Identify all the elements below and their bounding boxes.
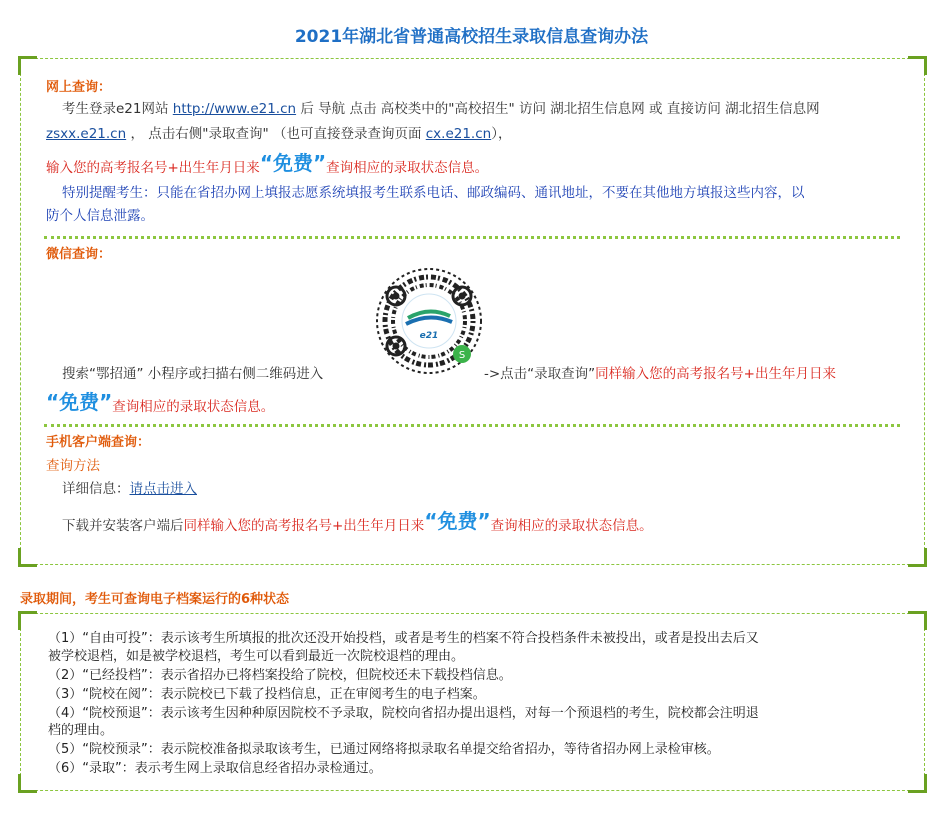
- reminder-line-2: 防个人信息泄露。: [46, 208, 154, 224]
- mobile-download-line: [62, 509, 653, 535]
- admission-period-title: 录取期间，考生可查询电子档案运行的6种状态: [20, 592, 290, 607]
- online-line1-mid: 后 导航 点击 高校类中的"高校招生" 访问 湖北招生信息网 或 直接访问 湖北招生信息网: [296, 101, 820, 117]
- query-method-label: 查询方法: [46, 458, 100, 474]
- state-line: （3）“院校在阅”：表示院校已下载了投档信息，正在审阅考生的电子档案。: [48, 687, 486, 702]
- state-line: （2）“已经投档”：表示省招办已将档案投给了院校，但院校还未下载投档信息。: [48, 668, 512, 683]
- section-divider: [44, 424, 900, 427]
- state-line: （4）“院校预退”：表示该考生因种种原因院校不予录取，院校向省招办提出退档，对每一个预退档的考生，院校都会注明退: [48, 706, 759, 721]
- download-post: 查询相应的录取状态信息。: [490, 518, 653, 534]
- svg-text:S: S: [458, 350, 466, 361]
- state-line: 被学校退档，如是被学校退档，考生可以看到最近一次院校退档的理由。: [48, 649, 465, 664]
- online-line1-text: 考生登录e21网站: [62, 101, 173, 117]
- online-input-line: [46, 151, 489, 177]
- download-pre: 下载并安装客户端后: [62, 518, 184, 534]
- state-line: （1）“自由可投”：表示该考生所填报的批次还没开始投档，或者是考生的档案不符合投档条件未被投出，或者是投出去后又: [48, 631, 759, 646]
- zsxx-link[interactable]: zsxx.e21.cn: [46, 126, 127, 142]
- section-divider: [44, 236, 900, 239]
- online-line-2: [46, 125, 511, 143]
- wechat-query-header: 微信查询：: [46, 247, 112, 262]
- e21-site-link[interactable]: http://www.e21.cn: [172, 101, 297, 117]
- detail-info-line: [62, 480, 197, 498]
- mobile-query-header: 手机客户端查询：: [46, 435, 151, 450]
- wechat-query-text: 查询相应的录取状态信息。: [112, 399, 275, 415]
- free-label: “免费”: [259, 151, 327, 175]
- online-line2-end: ），: [491, 126, 512, 142]
- free-label: “免费”: [424, 509, 491, 533]
- online-query-header: 网上查询：: [46, 80, 112, 95]
- state-line: 档的理由。: [48, 723, 114, 738]
- qr-logo-text: e21: [419, 331, 439, 341]
- detail-info-label: 详细信息：: [62, 481, 130, 497]
- cx-link[interactable]: cx.e21.cn: [425, 126, 492, 142]
- state-line: （5）“院校预录”：表示院校准备拟录取该考生，已通过网络将拟录取名单提交给省招办，等待省招办网上录检审核。: [48, 742, 720, 757]
- download-red: 同样输入您的高考报名号+出生年月日来: [183, 518, 425, 534]
- online-line-1: [62, 100, 820, 118]
- wechat-arrow-text: ->点击“录取查询”: [484, 366, 596, 382]
- wechat-input-text: 同样输入您的高考报名号+出生年月日来: [595, 366, 836, 382]
- state-line: （6）“录取”：表示考生网上录取信息经省招办录检通过。: [48, 761, 382, 776]
- reminder-line-1: 特别提醒考生：只能在省招办网上填报志愿系统填报考生联系电话、邮政编码、通讯地址，不要在其他地方填报这些内容，以: [62, 185, 805, 201]
- free-label: “免费”: [46, 390, 113, 414]
- miniprogram-qr-code: [374, 266, 484, 376]
- online-line2-mid: ， 点击右侧"录取查询" （也可直接登录查询页面: [126, 126, 426, 142]
- page-title: 2021年湖北省普通高校招生录取信息查询办法: [294, 27, 649, 47]
- online-input-post: 查询相应的录取状态信息。: [326, 160, 489, 176]
- wechat-search-line: [62, 365, 323, 383]
- detail-enter-link[interactable]: 请点击进入: [129, 481, 197, 497]
- wechat-search-text: 搜索“鄂招通” 小程序或扫描右侧二维码进入: [62, 366, 324, 382]
- online-input-pre: 输入您的高考报名号+出生年月日来: [46, 160, 260, 176]
- wechat-free-line: [46, 390, 275, 416]
- wechat-arrow-line: [484, 365, 836, 383]
